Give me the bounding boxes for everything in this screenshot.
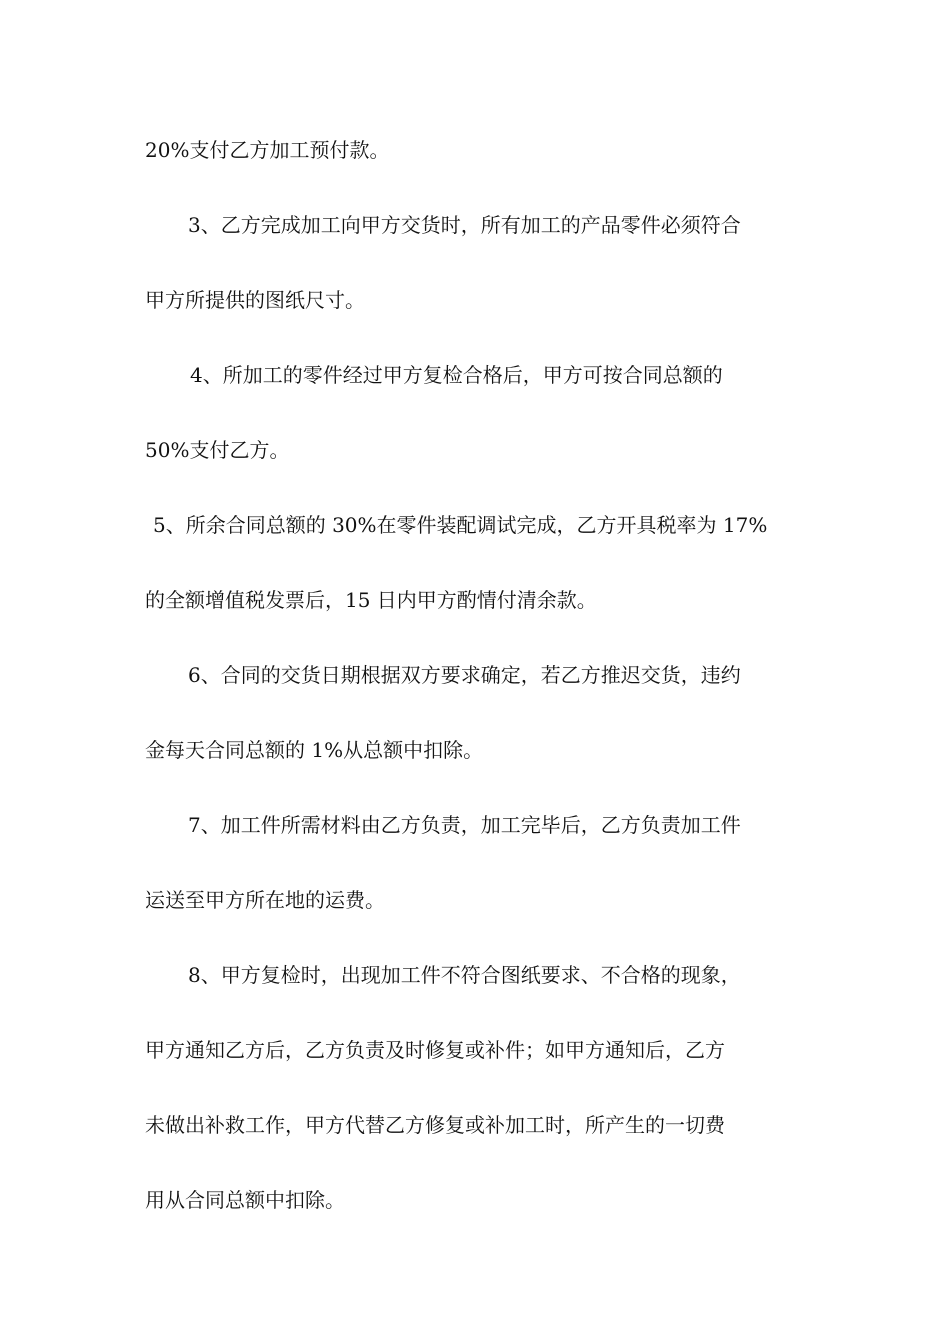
paragraph-line: 未做出补救工作，甲方代替乙方修复或补加工时，所产生的一切费 bbox=[145, 1113, 725, 1137]
clause-7-line: 7、加工件所需材料由乙方负责，加工完毕后，乙方负责加工件 bbox=[188, 813, 741, 837]
paragraph-line: 甲方通知乙方后，乙方负责及时修复或补件；如甲方通知后，乙方 bbox=[145, 1038, 725, 1062]
clause-5-line: 5、所余合同总额的 30%在零件装配调试完成，乙方开具税率为 17% bbox=[153, 513, 768, 537]
clause-8-line: 8、甲方复检时，出现加工件不符合图纸要求、不合格的现象， bbox=[188, 963, 741, 987]
paragraph-line: 运送至甲方所在地的运费。 bbox=[145, 888, 385, 912]
paragraph-line: 的全额增值税发票后，15 日内甲方酌情付清余款。 bbox=[145, 588, 597, 612]
paragraph-line: 用从合同总额中扣除。 bbox=[145, 1188, 345, 1212]
paragraph-line: 50%支付乙方。 bbox=[145, 438, 290, 462]
clause-4-line: 4、所加工的零件经过甲方复检合格后，甲方可按合同总额的 bbox=[190, 363, 723, 387]
clause-3-line: 3、乙方完成加工向甲方交货时，所有加工的产品零件必须符合 bbox=[188, 213, 741, 237]
paragraph-line: 20%支付乙方加工预付款。 bbox=[145, 138, 390, 162]
paragraph-line: 甲方所提供的图纸尺寸。 bbox=[145, 288, 365, 312]
paragraph-line: 金每天合同总额的 1%从总额中扣除。 bbox=[145, 738, 484, 762]
clause-6-line: 6、合同的交货日期根据双方要求确定，若乙方推迟交货，违约 bbox=[188, 663, 741, 687]
